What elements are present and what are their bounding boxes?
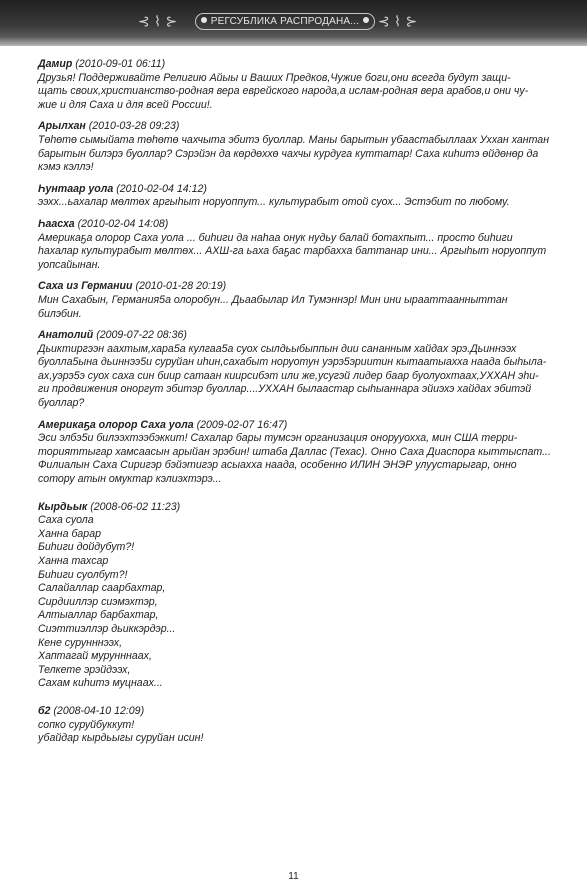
comments-list (38, 58, 556, 754)
comment-line: Сиэттиэллэр дьиккэрдэр... (38, 622, 176, 635)
comment-author: Һунтаар уола (38, 182, 114, 195)
comment-line: Ханна тахсар (38, 555, 109, 567)
comment (38, 58, 556, 112)
comment-body (38, 514, 556, 691)
comment-date: (2010-09-01 06:11) (75, 58, 166, 70)
comment-line: Төһөтө сымыйата төһөтө чахчыта эбитэ буоллар. Маны барытын убаастабыллаах Уххан хантан (38, 133, 550, 146)
comment-line: кэмэ кэллэ! (38, 161, 94, 174)
bullet-icon (201, 17, 207, 23)
comment-body (38, 196, 556, 210)
comment-line: Кене сурунннээх, (38, 636, 123, 649)
comment-line: Биһиги дойдубут?! (38, 541, 135, 554)
comment-line: сотору атын омуктар кэлиэхтэрэ... (38, 473, 222, 486)
comment-line: Сирдииллэр сиэмэхтэр, (38, 595, 158, 608)
comment-line: Друзья! Поддерживайте Религию Айыы и Ваших Предков,Чужие боги,они всегда будут защи- (38, 71, 511, 84)
bullet-icon (363, 17, 369, 23)
comment-line: Ханна барар (38, 527, 101, 540)
comment-body (38, 432, 556, 486)
comment-author: Америкаҕа олорор Саха уола (38, 418, 194, 431)
comment-line: һахалар культурабыт мөлтөх... АХШ-га ьаха баҕас тарбахха баттанар ини... Аргыһыт норуоппут (38, 245, 547, 258)
comment-line: Салайаллар саарбахтар, (38, 582, 166, 595)
comment-line: Эси элбэ5и билээхтээбэккит! Сахалар бары тумсэн организация онорууохха, мин США терри- (38, 432, 518, 445)
comment-date: (2009-07-22 08:36) (96, 329, 187, 342)
comment-line: сопко суруйбуккут! (38, 718, 135, 731)
comment-line: Дьиктиргээн аахтым,хара5а кулгаа5а суох сылдьыбыппын дии сананным хайдах эрэ.Дьиннээх (38, 342, 517, 355)
comment-body (38, 719, 556, 746)
page-header-banner (0, 0, 587, 46)
comment (38, 419, 556, 487)
comment-line: Биһиги суолбут?! (38, 568, 128, 581)
comment-author: Саха из Германии (38, 280, 133, 293)
comment-line: Сахам киһитэ муцнаах... (38, 677, 163, 690)
comment (38, 120, 556, 174)
comment-date: (2010-03-28 09:23) (88, 120, 180, 133)
comment-body (38, 343, 556, 411)
comment (38, 183, 556, 210)
comment-author: Анатолий (38, 329, 94, 342)
comment (38, 218, 556, 272)
comment-date: (2010-02-04 14:12) (116, 182, 207, 195)
comment-author: Һаасха (38, 217, 75, 230)
comment-line: торияттыгар хамсаасын арыйан эрэбин! штаба Даллас (Техас). Онно Саха Диаспора кыттыспат... (38, 445, 551, 458)
comment-line: барытын билэрэ буоллар? Сэрэйэн да көрдөххө чахчы курдуга куттатар! Саха киһитэ өйдөнөр да (38, 147, 539, 160)
comment-date: (2010-02-04 14:08) (77, 217, 169, 230)
comment (38, 280, 556, 321)
comment-date: (2010-01-28 20:19) (135, 280, 227, 293)
comment (38, 501, 556, 691)
comment-author: Кырдьык (38, 500, 88, 513)
comment-line: ги продвижения оноргут эбитэр буоллар....УХХАН былаастар сыһыаннара эйиэхэ хайдах эбитэй (38, 383, 532, 396)
section-title: РЕГСУБЛИКА РАСПРОДАНА... (210, 16, 360, 27)
comment-body (38, 134, 556, 175)
comment-line: Телкете эрэйдээх, (38, 663, 131, 676)
comment-line: Мин Сахабын, Германия5а олоробун... Дьаабылар Ил Тумэннэр! Мин ини ырааттаанныттан (38, 293, 508, 306)
comment-line: ээхх...ьахалар мөлтөх аргыһыт норуоппут... культурабыт отой суох... Эстэбит по любому. (38, 196, 510, 209)
comment-line: убайдар кырдьыгы суруйан исин! (38, 732, 204, 745)
comment-body (38, 232, 556, 273)
comment-author: Дамир (38, 58, 73, 70)
comment-line: Хаптагай мурунннаах, (38, 650, 152, 663)
comment-line: уопсайынан. (38, 258, 101, 271)
comment-line: билэбин. (38, 307, 82, 320)
comment (38, 705, 556, 746)
comment-line: Филиалын Саха Сиригэр бэйэтигэр асыахха наада, особенно ИЛИН ЭНЭР улуустарыгар, онно (38, 459, 517, 472)
comment-line: буоллар? (38, 397, 85, 410)
comment-line: Америкаҕа олорор Саха уола ... биһиги да наһаа онук нудьу балай ботахпыт... просто биһиги (38, 231, 513, 244)
comment-line: буолла5ына дьиннээ5и суруйан иһин,сахабыт норуотун уэрэ5эриитин кытаатыахха наада быһыла- (38, 356, 547, 369)
section-title-badge (195, 13, 375, 30)
ornament-right-icon: ⊰ ⌇ ⊱ (378, 14, 418, 30)
comment-date: (2008-06-02 11:23) (90, 500, 181, 513)
comment-date: (2009-02-07 16:47) (196, 418, 288, 431)
comment-body (38, 294, 556, 321)
comment-line: Саха суола (38, 514, 94, 527)
comment-line: ах,уэрэ5э суох саха син биир сатаан киирсибэт или же,усугэй лидер баар буолуохтаах,УХХАН эһи- (38, 369, 539, 382)
comment-date: (2008-04-10 12:09) (53, 704, 145, 717)
comment-author: Арылхан (38, 120, 86, 133)
ornament-left-icon: ⊰ ⌇ ⊱ (138, 14, 178, 30)
comment-author: б2 (38, 704, 51, 717)
comment-body (38, 72, 556, 113)
comment-line: Алтыаллар барбахтар, (38, 609, 159, 622)
page-number: 11 (288, 871, 299, 882)
comment-line: щать своих,христианство-родная вера еврейского народа,а ислам-родная вера арабов,и они чу- (38, 85, 529, 98)
comment-line: жие и для Саха и для всей России!. (38, 98, 213, 111)
comment (38, 329, 556, 411)
